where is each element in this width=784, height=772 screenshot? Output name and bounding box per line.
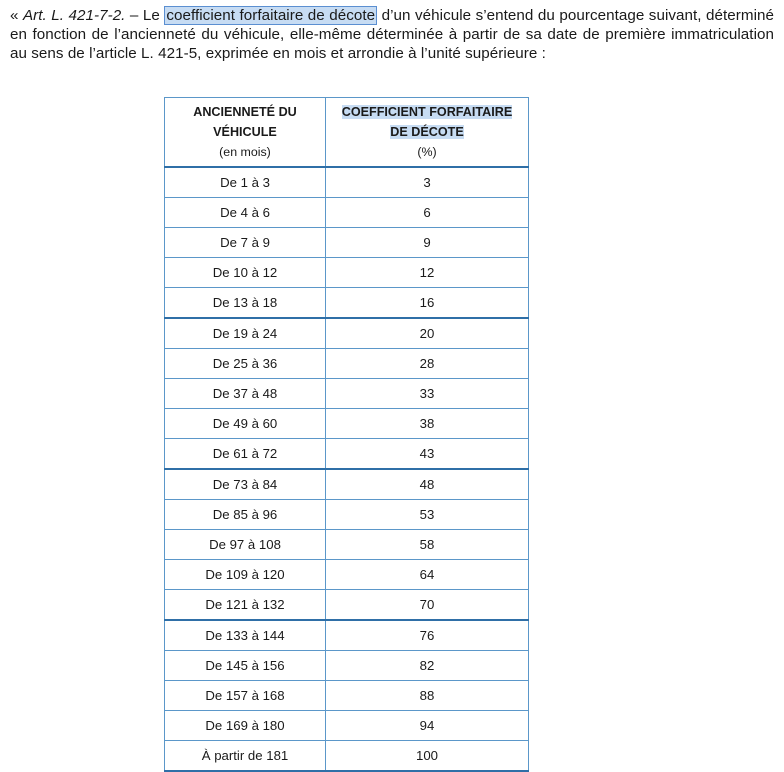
cell-anciennete: De 4 à 6 [165,198,326,228]
header-anciennete-line2: VÉHICULE [213,125,277,139]
cell-coefficient: 38 [326,409,529,439]
table-row [165,741,529,772]
table-row [165,258,529,288]
selected-text-highlight[interactable]: coefficient forfaitaire de décote [166,7,376,24]
cell-coefficient: 58 [326,530,529,560]
cell-coefficient: 20 [326,318,529,349]
table-row [165,349,529,379]
cell-coefficient: 70 [326,590,529,621]
cell-coefficient: 28 [326,349,529,379]
cell-anciennete: De 85 à 96 [165,500,326,530]
cell-coefficient: 43 [326,439,529,470]
table-row [165,439,529,470]
cell-anciennete: De 121 à 132 [165,590,326,621]
article-dash: – Le [125,7,165,24]
header-coefficient [326,98,529,168]
table-row [165,228,529,258]
article-reference: Art. L. 421-7-2. [22,7,126,24]
cell-coefficient: 9 [326,228,529,258]
table-row [165,590,529,621]
header-coefficient-line1[interactable]: COEFFICIENT FORFAITAIRE [341,105,513,119]
cell-anciennete: De 37 à 48 [165,379,326,409]
table-row [165,560,529,590]
table-row [165,198,529,228]
cell-anciennete: À partir de 181 [165,741,326,772]
cell-anciennete: De 109 à 120 [165,560,326,590]
cell-coefficient: 16 [326,288,529,319]
table-body [165,167,529,771]
table-row [165,288,529,319]
cell-anciennete: De 25 à 36 [165,349,326,379]
article-body-text: d’un véhicule s’entend du pourcentage suivant, déterminé en fonction de l’ancienneté du véhicule, elle-même déterminée à partir de sa date de première immatriculation au sens de l’article L. 421-5, exprimée en mois et arrondie à l’unité supérieure : [10,7,774,62]
cell-anciennete: De 49 à 60 [165,409,326,439]
cell-coefficient: 53 [326,500,529,530]
cell-coefficient: 12 [326,258,529,288]
article-paragraph [10,6,774,63]
cell-anciennete: De 73 à 84 [165,469,326,500]
cell-coefficient: 94 [326,711,529,741]
table-row [165,469,529,500]
header-anciennete-unit: (en mois) [219,145,271,159]
cell-anciennete: De 13 à 18 [165,288,326,319]
table-row [165,167,529,198]
cell-coefficient: 76 [326,620,529,651]
cell-coefficient: 3 [326,167,529,198]
cell-anciennete: De 19 à 24 [165,318,326,349]
table-header-row [165,98,529,168]
cell-anciennete: De 133 à 144 [165,620,326,651]
cell-anciennete: De 7 à 9 [165,228,326,258]
cell-coefficient: 33 [326,379,529,409]
cell-coefficient: 48 [326,469,529,500]
cell-anciennete: De 10 à 12 [165,258,326,288]
cell-anciennete: De 169 à 180 [165,711,326,741]
cell-anciennete: De 157 à 168 [165,681,326,711]
header-anciennete [165,98,326,168]
table-row [165,711,529,741]
cell-coefficient: 64 [326,560,529,590]
table-row [165,409,529,439]
table-row [165,651,529,681]
header-anciennete-line1: ANCIENNETÉ DU [193,105,297,119]
table-row [165,530,529,560]
decote-table [164,97,529,772]
table-row [165,681,529,711]
cell-coefficient: 88 [326,681,529,711]
table-row [165,318,529,349]
cell-coefficient: 6 [326,198,529,228]
table-row [165,620,529,651]
header-coefficient-line2[interactable]: DE DÉCOTE [390,125,464,139]
header-coefficient-unit: (%) [417,145,437,159]
cell-anciennete: De 97 à 108 [165,530,326,560]
cell-coefficient: 100 [326,741,529,772]
table-row [165,379,529,409]
cell-anciennete: De 1 à 3 [165,167,326,198]
cell-coefficient: 82 [326,651,529,681]
quote-open: « [10,7,23,24]
table-row [165,500,529,530]
cell-anciennete: De 61 à 72 [165,439,326,470]
cell-anciennete: De 145 à 156 [165,651,326,681]
